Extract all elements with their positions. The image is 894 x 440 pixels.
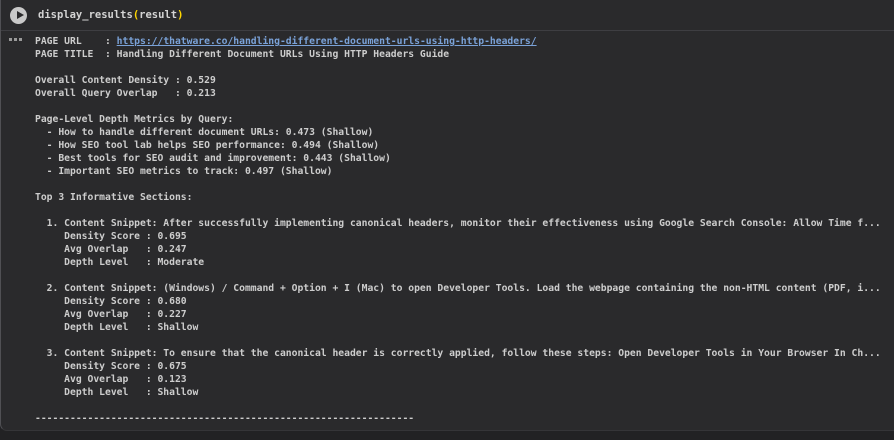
blank-line [35,204,881,217]
page-url-link[interactable]: https://thatware.co/handling-different-document-urls-using-http-headers/ [116,36,537,47]
run-cell-button[interactable] [10,7,27,24]
section-3-overlap: Avg Overlap : 0.123 [35,374,187,385]
section-2-overlap: Avg Overlap : 0.227 [35,309,187,320]
page-url-label: PAGE URL : [35,36,117,47]
section-2-depth: Depth Level : Shallow [35,322,199,333]
output-gutter [1,31,35,425]
depth-metric-item: - Important SEO metrics to track: 0.497 (Shallow) [35,166,333,177]
blank-line [35,178,881,191]
blank-line [35,100,881,113]
dashed-separator: ----------------------------------------------------------------- [35,413,415,424]
depth-metrics-header: Page-Level Depth Metrics by Query: [35,114,234,125]
output-line-page-url [35,35,881,48]
blank-line [35,269,881,282]
section-1-overlap: Avg Overlap : 0.247 [35,244,187,255]
section-2-density: Density Score : 0.680 [35,296,187,307]
section-1-snippet: 1. Content Snippet: After successfully implementing canonical headers, monitor their effectiveness using Google Search Console: Allow Time f... [35,218,881,229]
section-3-density: Density Score : 0.675 [35,361,187,372]
ellipsis-icon [9,38,12,41]
section-3-snippet: 3. Content Snippet: To ensure that the canonical header is correctly applied, follow these steps: Open Developer Tools in Your Browser In Ch... [35,348,881,359]
section-2-snippet: 2. Content Snippet: (Windows) / Command + Option + I (Mac) to open Developer Tools. Load the webpage containing the non-HTML content (PDF, i... [35,283,881,294]
section-3-depth: Depth Level : Shallow [35,387,199,398]
blank-line [35,334,881,347]
cell-code[interactable] [38,9,183,21]
output-line-page-title: PAGE TITLE : Handling Different Document URLs Using HTTP Headers Guide [35,49,450,60]
code-argument: result [139,9,178,21]
blank-line [35,399,881,412]
top-sections-header: Top 3 Informative Sections: [35,192,193,203]
code-function-name: display_results [38,9,133,21]
cell-output-area [1,31,894,425]
section-1-depth: Depth Level : Moderate [35,257,205,268]
depth-metric-item: - Best tools for SEO audit and improvement: 0.443 (Shallow) [35,153,391,164]
blank-line [35,61,881,74]
overall-content-density: Overall Content Density : 0.529 [35,75,216,86]
close-paren: ) [177,9,184,21]
cell-code-row [1,0,894,31]
play-icon [10,7,27,24]
section-1-density: Density Score : 0.695 [35,231,187,242]
output-options-button[interactable] [9,38,12,41]
depth-metric-item: - How SEO tool lab helps SEO performance: 0.494 (Shallow) [35,140,380,151]
open-paren: ( [132,9,140,21]
depth-metric-item: - How to handle different document URLs: 0.473 (Shallow) [35,127,374,138]
output-text [35,31,881,425]
overall-query-overlap: Overall Query Overlap : 0.213 [35,88,216,99]
